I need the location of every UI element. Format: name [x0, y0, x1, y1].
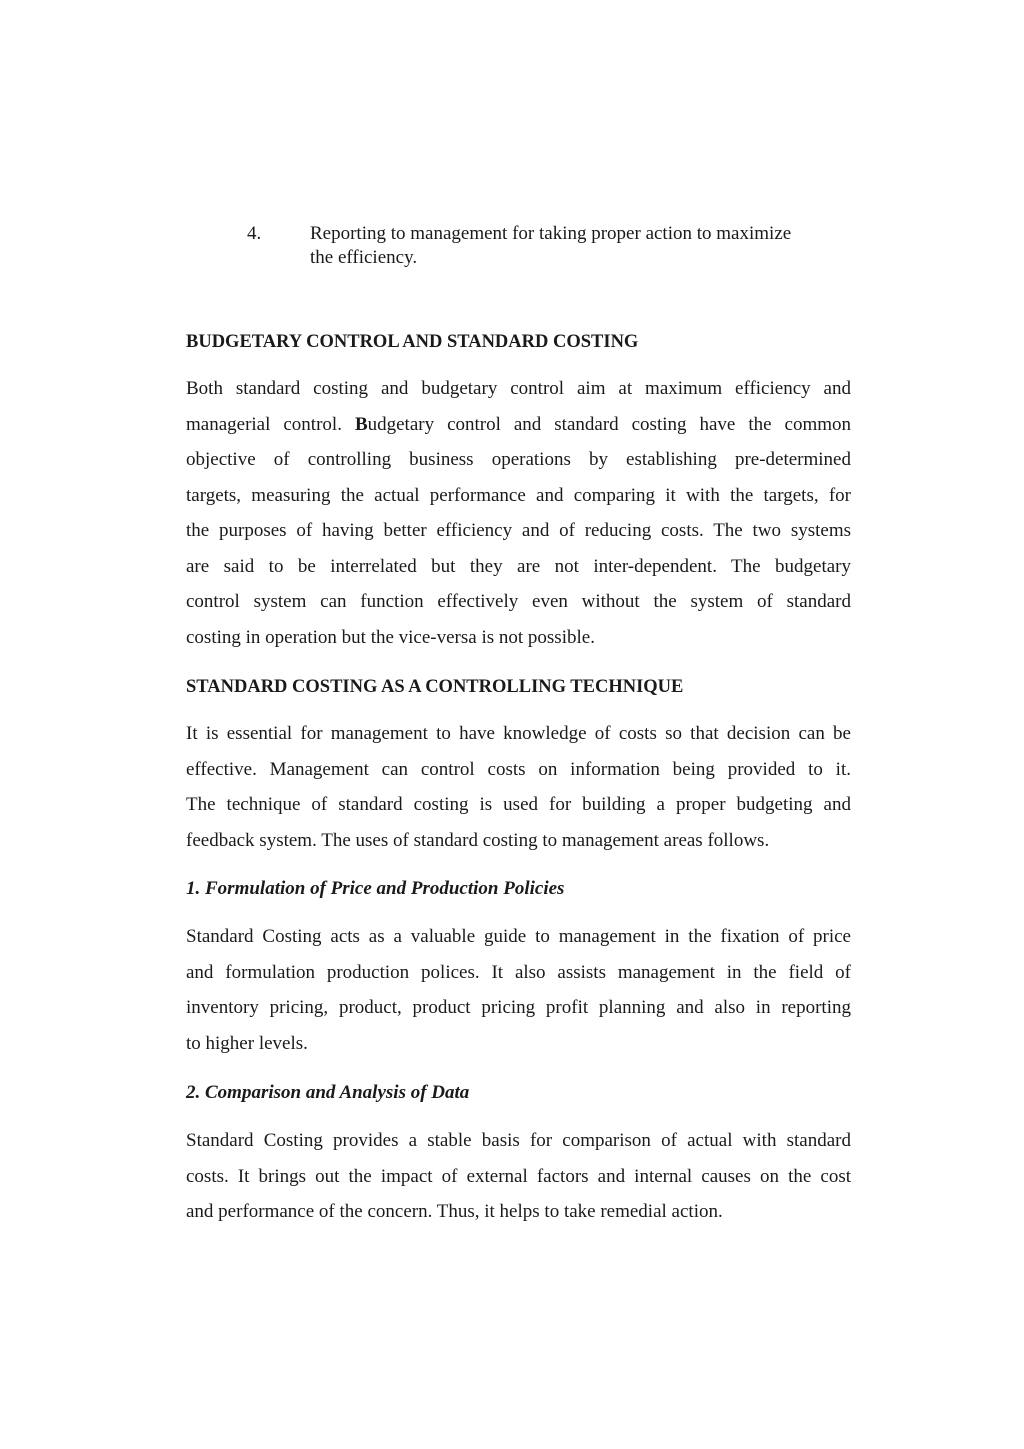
bold-letter: B	[354, 413, 368, 435]
paragraph-line: to higher levels.	[186, 1032, 308, 1054]
paragraph-line: costing in operation but the vice-versa is not possible.	[186, 626, 595, 648]
paragraph-line: the purposes of having better efficiency and of reducing costs. The two systems	[186, 520, 851, 541]
list-item-number: 4.	[247, 223, 262, 244]
text-run: udgetary control and standard costing have the common	[367, 413, 852, 435]
list-item-text	[310, 222, 850, 270]
section-heading-budgetary-control: BUDGETARY CONTROL AND STANDARD COSTING	[186, 332, 639, 352]
text-run: managerial control.	[186, 413, 342, 435]
paragraph-line: The technique of standard costing is used for building a proper budgeting and	[186, 794, 851, 815]
paragraph-line: costs. It brings out the impact of external factors and internal causes on the cost	[186, 1165, 851, 1187]
paragraph-line: Standard Costing acts as a valuable guide to management in the fixation of price	[186, 926, 851, 947]
paragraph-line: Both standard costing and budgetary control aim at maximum efficiency and	[186, 378, 851, 399]
paragraph-comparison	[186, 1123, 851, 1230]
paragraph-budgetary-control	[186, 371, 851, 655]
subsection-heading-comparison: 2. Comparison and Analysis of Data	[186, 1082, 470, 1103]
paragraph-line: targets, measuring the actual performance and comparing it with the targets, for	[186, 484, 851, 506]
section-heading-controlling-technique: STANDARD COSTING AS A CONTROLLING TECHNIQUE	[186, 677, 684, 697]
paragraph-controlling-technique	[186, 716, 851, 858]
paragraph-line: and formulation production polices. It also assists management in the field of	[186, 961, 851, 983]
paragraph-line: objective of controlling business operations by establishing pre-determined	[186, 449, 851, 470]
paragraph-line: control system can function effectively even without the system of standard	[186, 591, 851, 612]
paragraph-line: effective. Management can control costs on information being provided to it.	[186, 758, 851, 780]
list-item-text-line: Reporting to management for taking proper action to maximize	[310, 223, 792, 244]
paragraph-line: and performance of the concern. Thus, it helps to take remedial action.	[186, 1201, 723, 1222]
paragraph-line: It is essential for management to have knowledge of costs so that decision can be	[186, 723, 851, 744]
list-item-text-line: the efficiency.	[310, 247, 418, 268]
paragraph-line: feedback system. The uses of standard costing to management areas follows.	[186, 829, 770, 851]
subsection-heading-formulation: 1. Formulation of Price and Production Policies	[186, 878, 565, 899]
paragraph-line: inventory pricing, product, product pricing profit planning and also in reporting	[186, 997, 851, 1018]
paragraph-line	[186, 407, 851, 443]
paragraph-formulation	[186, 919, 851, 1061]
paragraph-line: are said to be interrelated but they are not inter-dependent. The budgetary	[186, 555, 851, 577]
paragraph-line: Standard Costing provides a stable basis for comparison of actual with standard	[186, 1130, 851, 1151]
